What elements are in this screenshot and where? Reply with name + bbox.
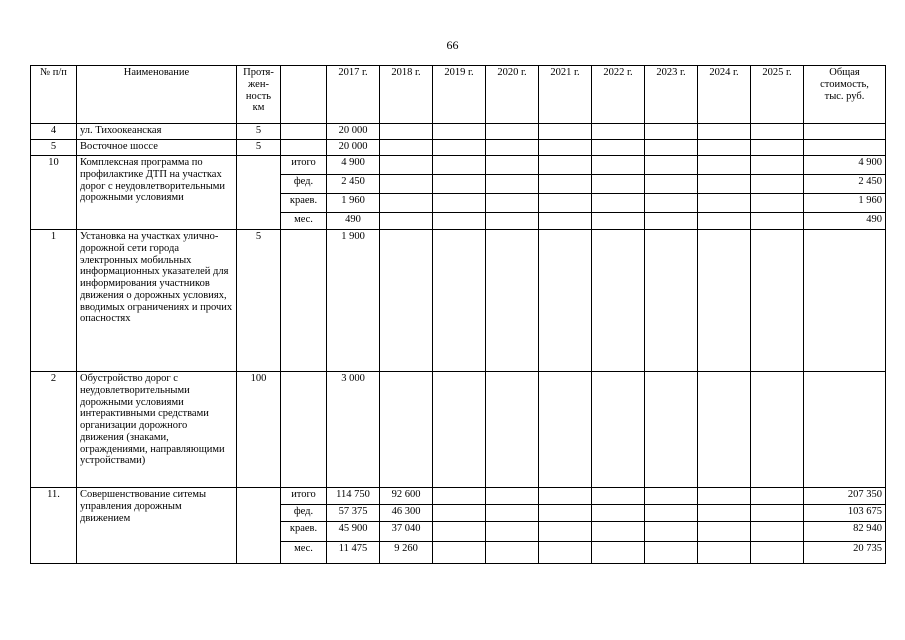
- page-number: 66: [446, 38, 459, 52]
- row-name: ул. Тихоокеанская: [77, 124, 237, 140]
- row-num: 2: [31, 372, 77, 488]
- row-total: 207 350: [804, 488, 886, 505]
- row-2017: 3 000: [327, 372, 380, 488]
- row-2018: 92 600: [380, 488, 433, 505]
- header-year: 2020 г.: [486, 66, 539, 124]
- row-source: мес.: [281, 542, 327, 564]
- row-source: итого: [281, 156, 327, 175]
- row-source: мес.: [281, 213, 327, 230]
- table-row: [31, 372, 886, 488]
- table-header-row: [31, 66, 886, 124]
- row-2018: 46 300: [380, 505, 433, 522]
- row-num: 4: [31, 124, 77, 140]
- row-num: 10: [31, 156, 77, 230]
- row-total: 490: [804, 213, 886, 230]
- row-2017: 114 750: [327, 488, 380, 505]
- row-num: 1: [31, 230, 77, 372]
- table-row: [31, 140, 886, 156]
- row-2017: 11 475: [327, 542, 380, 564]
- header-length: Протя- жен- ность км: [237, 66, 281, 124]
- row-source: [281, 230, 327, 372]
- row-name: Установка на участках улично-дорожной сети города электронных мобильных информационных указателей для информирования участников движения о дорожных условиях, вводимых ограничениях и прочих опасностях: [77, 230, 237, 372]
- row-source: краев.: [281, 522, 327, 542]
- row-length: 5: [237, 124, 281, 140]
- header-total: Общая стоимость, тыс. руб.: [804, 66, 886, 124]
- row-name: Комплексная программа по профилактике ДТП на участках дорог с неудовлетворительными дорожными условиями: [77, 156, 237, 230]
- row-total: 82 940: [804, 522, 886, 542]
- row-2017: 490: [327, 213, 380, 230]
- header-num: № п/п: [31, 66, 77, 124]
- header-year: 2017 г.: [327, 66, 380, 124]
- row-source: [281, 124, 327, 140]
- row-2017: 1 900: [327, 230, 380, 372]
- row-2017: 45 900: [327, 522, 380, 542]
- row-total: 2 450: [804, 175, 886, 194]
- row-length: 5: [237, 230, 281, 372]
- row-num: 5: [31, 140, 77, 156]
- row-name: Совершенствование ситемы управления дорожным движением: [77, 488, 237, 564]
- row-total: 4 900: [804, 156, 886, 175]
- header-name: Наименование: [77, 66, 237, 124]
- header-year: 2022 г.: [592, 66, 645, 124]
- row-2018: 37 040: [380, 522, 433, 542]
- table-row: [31, 488, 886, 505]
- row-length: 5: [237, 140, 281, 156]
- row-length: [237, 488, 281, 564]
- table-row: [31, 230, 886, 372]
- row-length: 100: [237, 372, 281, 488]
- row-length: [237, 156, 281, 230]
- row-num: 11.: [31, 488, 77, 564]
- row-name: Восточное шоссе: [77, 140, 237, 156]
- header-source: [281, 66, 327, 124]
- row-source: [281, 140, 327, 156]
- row-2017: 2 450: [327, 175, 380, 194]
- row-2017: 4 900: [327, 156, 380, 175]
- row-total: 1 960: [804, 194, 886, 213]
- header-year: 2024 г.: [698, 66, 751, 124]
- header-year: 2018 г.: [380, 66, 433, 124]
- row-source: фед.: [281, 175, 327, 194]
- row-2017: 20 000: [327, 124, 380, 140]
- financing-table: [30, 65, 886, 564]
- row-source: краев.: [281, 194, 327, 213]
- header-year: 2025 г.: [751, 66, 804, 124]
- header-year: 2021 г.: [539, 66, 592, 124]
- row-2017: 1 960: [327, 194, 380, 213]
- table-row: [31, 124, 886, 140]
- header-year: 2023 г.: [645, 66, 698, 124]
- row-source: фед.: [281, 505, 327, 522]
- table-row: [31, 156, 886, 175]
- header-year: 2019 г.: [433, 66, 486, 124]
- row-total: 20 735: [804, 542, 886, 564]
- row-source: итого: [281, 488, 327, 505]
- row-2018: 9 260: [380, 542, 433, 564]
- row-source: [281, 372, 327, 488]
- row-2017: 57 375: [327, 505, 380, 522]
- row-total: 103 675: [804, 505, 886, 522]
- row-name: Обустройство дорог с неудовлетворительными дорожными условиями интерактивными средствами организации дорожного движения (знаками, ограждениями, направляющими устройствами): [77, 372, 237, 488]
- row-2017: 20 000: [327, 140, 380, 156]
